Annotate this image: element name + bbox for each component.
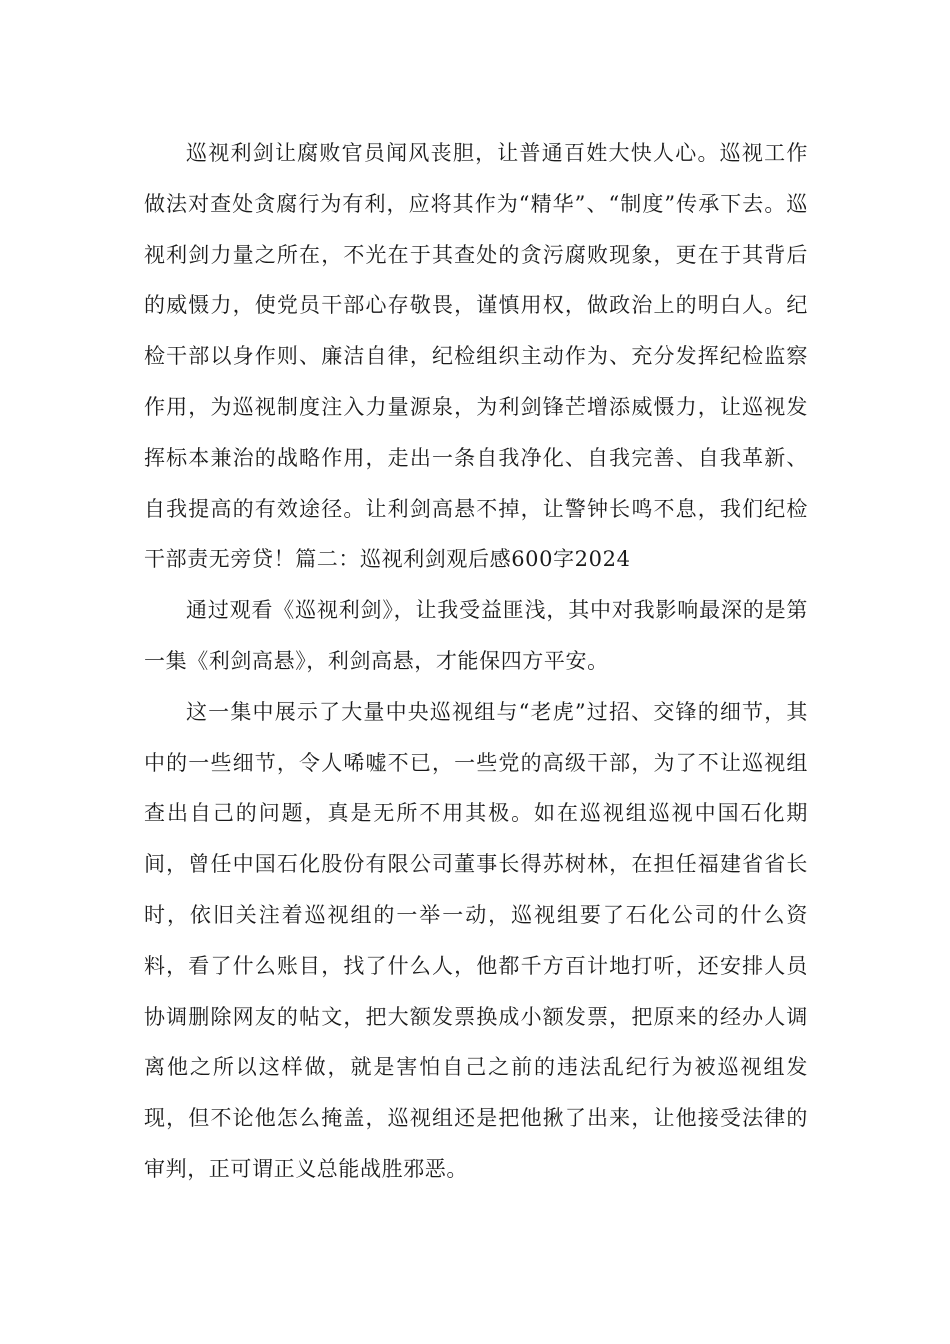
paragraph-1: 巡视利剑让腐败官员闻风丧胆，让普通百姓大快人心。巡视工作做法对查处贪腐行为有利，应将其作为“精华”、“制度”传承下去。巡视利剑力量之所在，不光在于其查处的贪污腐败现象，更在于其背后的威慑力，使党员干部心存敬畏，谨慎用权，做政治上的明白人。纪检干部以身作则、廉洁自律，纪检组织主动作为、充分发挥纪检监察作用，为巡视制度注入力量源泉，为利剑锋芒增添威慑力，让巡视发挥标本兼治的战略作用，走出一条自我净化、自我完善、自我革新、自我提高的有效途径。让利剑高悬不掉，让警钟长鸣不息，我们纪检干部责无旁贷！篇二：巡视利剑观后感600字2024	[144, 141, 808, 572]
paragraph-2: 通过观看《巡视利剑》，让我受益匪浅，其中对我影响最深的是第一集《利剑高悬》，利剑高悬，才能保四方平安。	[144, 598, 808, 673]
paragraph-3: 这一集中展示了大量中央巡视组与“老虎”过招、交锋的细节，其中的一些细节，令人唏嘘不已，一些党的高级干部，为了不让巡视组查出自己的问题，真是无所不用其极。如在巡视组巡视中国石化期间，曾任中国石化股份有限公司董事长得苏树林，在担任福建省省长时，依旧关注着巡视组的一举一动，巡视组要了石化公司的什么资料，看了什么账目，找了什么人，他都千方百计地打听，还安排人员协调删除网友的帖文，把大额发票换成小额发票，把原来的经办人调离他之所以这样做，就是害怕自己之前的违法乱纪行为被巡视组发现，但不论他怎么掩盖，巡视组还是把他揪了出来，让他接受法律的审判，正可谓正义总能战胜邪恶。	[144, 699, 808, 1181]
document-body	[144, 128, 808, 1195]
